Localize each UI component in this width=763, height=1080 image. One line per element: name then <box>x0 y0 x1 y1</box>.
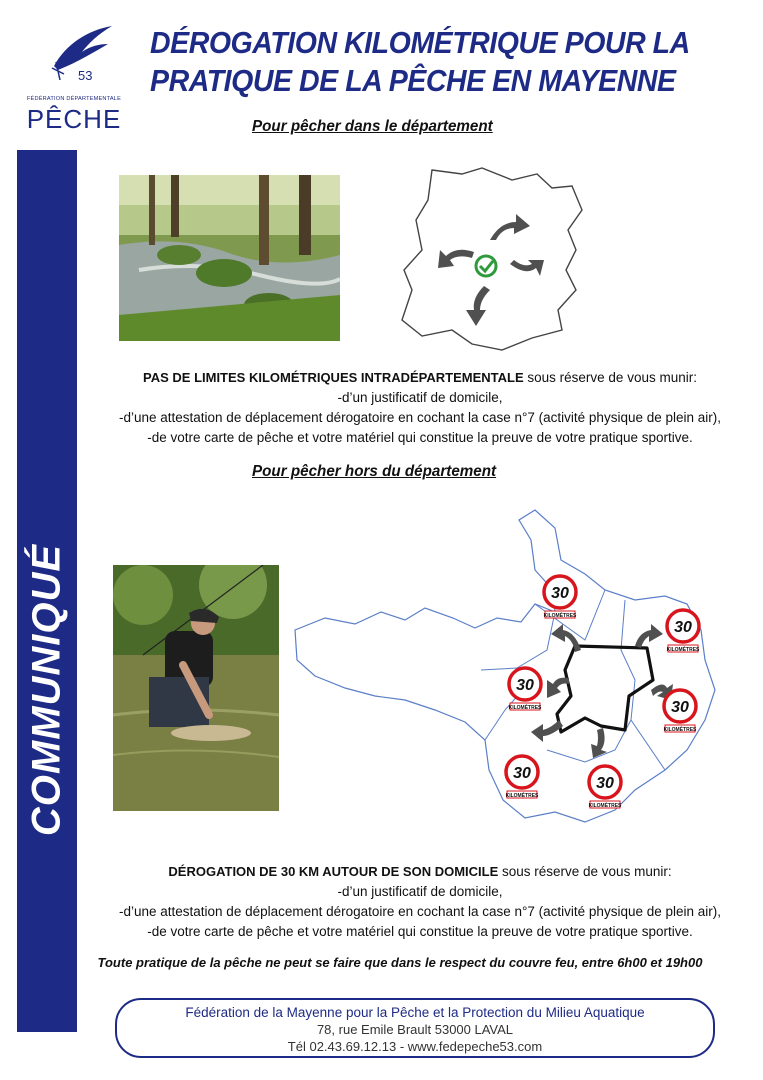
section2-text <box>90 862 750 942</box>
section2-lead-bold: DÉROGATION DE 30 KM AUTOUR DE SON DOMICILE <box>168 864 499 879</box>
region-map <box>285 500 725 840</box>
speed-limit-unit: KILOMÈTRES <box>588 803 622 809</box>
section1-item: -d’une attestation de déplacement dérogatoire en cochant la case n°7 (activité physique de plein air), <box>118 410 722 425</box>
curfew-notice: Toute pratique de la pêche ne peut se faire que dans le respect du couvre feu, entre 6h00 et 19h00 <box>97 955 703 970</box>
section1-item: -de votre carte de pêche et votre matériel qui constitue la preuve de votre pratique sportive. <box>147 430 693 445</box>
section2-heading: Pour pêcher hors du département <box>252 463 497 480</box>
title-line-2: PRATIQUE DE LA PÊCHE EN MAYENNE <box>150 63 676 98</box>
speed-limit-value: 30 <box>551 585 569 602</box>
speed-limit-unit: KILOMÈTRES <box>666 647 700 653</box>
speed-limit-sign-icon <box>664 690 697 733</box>
page-title <box>150 24 750 100</box>
speed-limit-value: 30 <box>671 699 689 716</box>
footer-org: Fédération de la Mayenne pour la Pêche et la Protection du Milieu Aquatique <box>185 1005 645 1020</box>
section2-item: -de votre carte de pêche et votre matériel qui constitue la preuve de votre pratique sportive. <box>147 924 693 939</box>
section1-heading: Pour pêcher dans le département <box>252 118 493 135</box>
logo-federation-text: FÉDÉRATION DÉPARTEMENTALE <box>26 96 122 102</box>
speed-limit-sign-icon <box>544 576 577 619</box>
speed-limit-value: 30 <box>516 677 534 694</box>
footer-box <box>115 998 715 1058</box>
logo-word: PÊCHE <box>26 104 122 134</box>
title-line-1: DÉROGATION KILOMÉTRIQUE POUR LA <box>150 25 690 60</box>
speed-limit-value: 30 <box>596 775 614 792</box>
speed-limit-sign-icon <box>589 766 622 809</box>
section2-lead-rest: sous réserve de vous munir: <box>498 864 672 879</box>
mayenne-map <box>392 160 592 355</box>
speed-limit-unit: KILOMÈTRES <box>508 705 542 711</box>
section1-item: -d’un justificatif de domicile, <box>337 390 503 405</box>
speed-limit-value: 30 <box>674 619 692 636</box>
speed-limit-sign-icon <box>506 756 539 799</box>
logo-number: 53 <box>78 68 93 83</box>
section1-lead-bold: PAS DE LIMITES KILOMÉTRIQUES INTRADÉPARTEMENTALE <box>143 370 524 385</box>
stream-photo <box>119 175 340 341</box>
section1-text <box>90 368 750 448</box>
footer-contact: Tél 02.43.69.12.13 - www.fedepeche53.com <box>287 1039 543 1054</box>
side-band-label: COMMUNIQUÉ <box>24 543 69 837</box>
side-band <box>17 150 77 1032</box>
speed-limit-sign-icon <box>667 610 700 653</box>
section2-item: -d’une attestation de déplacement dérogatoire en cochant la case n°7 (activité physique de plein air), <box>118 904 722 919</box>
speed-limit-unit: KILOMÈTRES <box>663 727 697 733</box>
check-icon <box>476 256 496 276</box>
federation-logo <box>22 22 122 137</box>
speed-limit-sign-icon <box>509 668 542 711</box>
speed-limit-value: 30 <box>513 765 531 782</box>
section2-item: -d’un justificatif de domicile, <box>337 884 503 899</box>
speed-limit-unit: KILOMÈTRES <box>505 793 539 799</box>
angler-photo <box>113 565 279 811</box>
speed-limit-unit: KILOMÈTRES <box>543 613 577 619</box>
footer-address: 78, rue Emile Brault 53000 LAVAL <box>316 1022 514 1037</box>
section1-lead-rest: sous réserve de vous munir: <box>523 370 697 385</box>
